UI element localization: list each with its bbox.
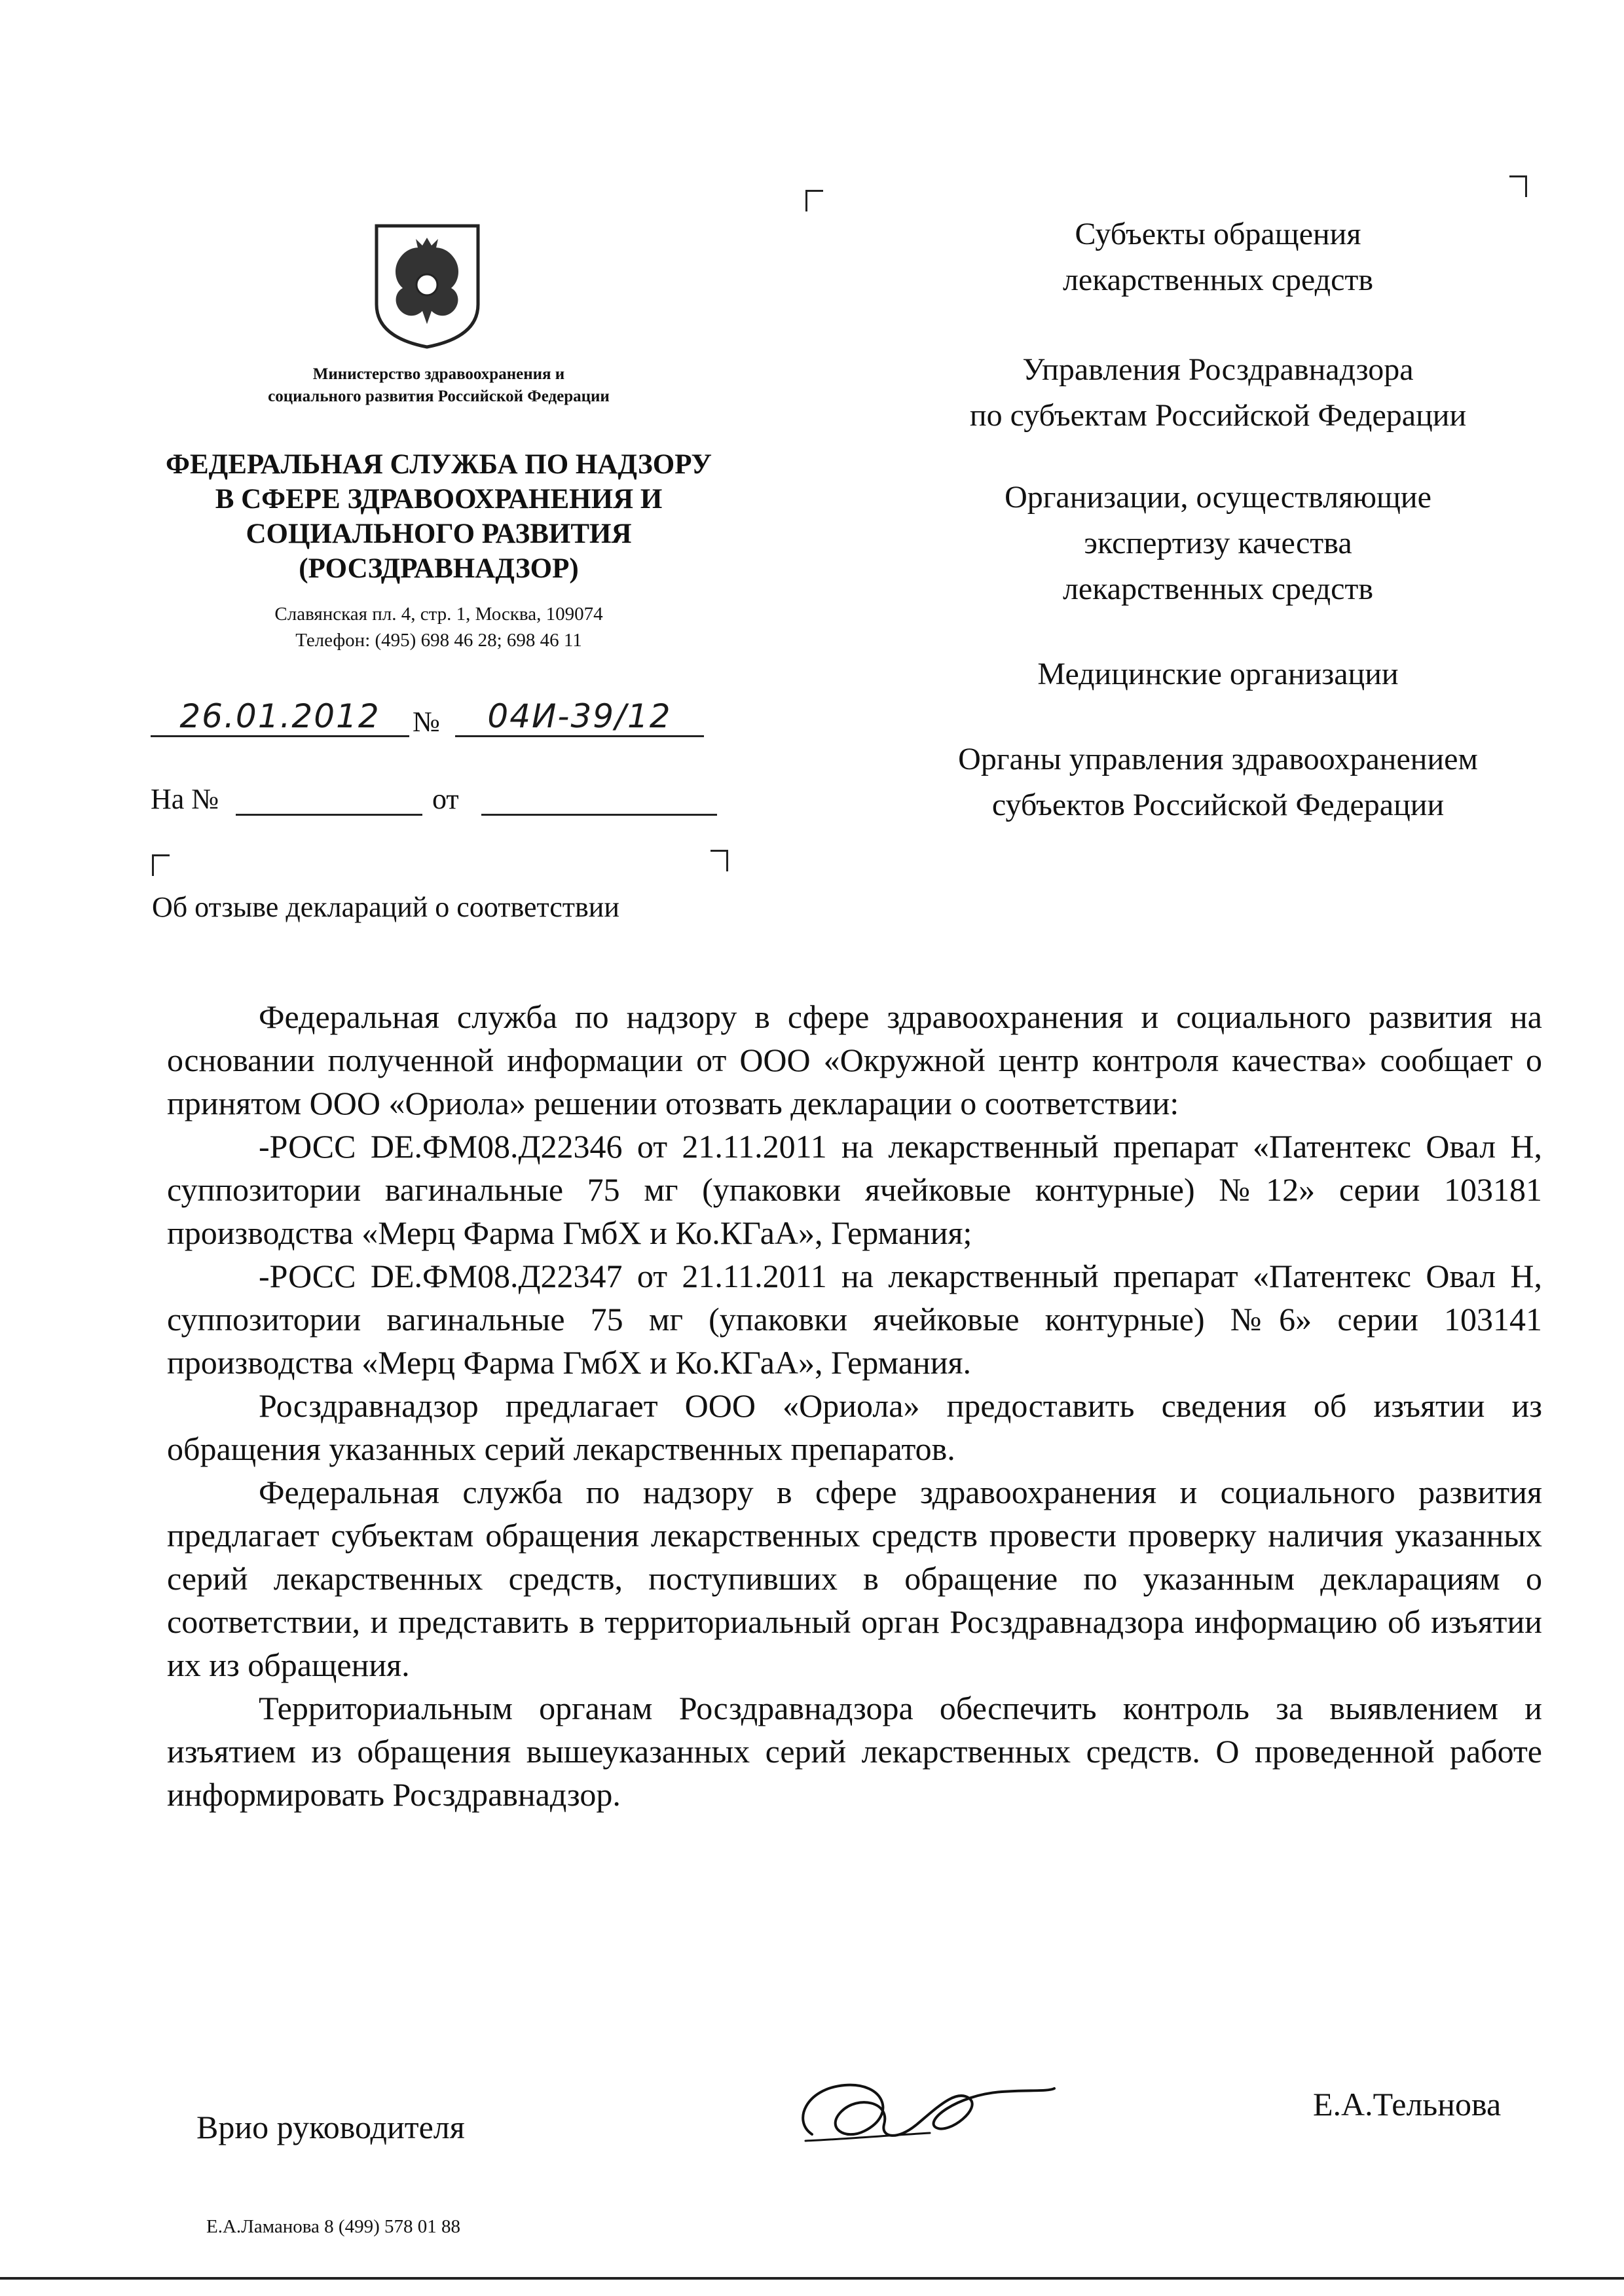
- reg-date: 26.01.2012: [151, 697, 409, 737]
- addressee-group: [877, 347, 1559, 439]
- address: Славянская пл. 4, стр. 1, Москва, 109074: [274, 604, 603, 625]
- paragraph: Федеральная служба по надзору в сфере здравоохранения и социального развития предлагает субъектам обращения лекарственных средств провести проверку наличия указанных серий лекарственных средств, поступивших в обращение по указанным декларациям о соответствии, и представить в территориальный орган Росздравнадзора информацию об изъятии их из обращения.: [167, 1474, 1542, 1683]
- addressee-line: субъектов Российской Федерации: [991, 788, 1445, 822]
- russian-coat-of-arms-icon: [370, 219, 485, 350]
- addressee-group: [877, 651, 1559, 697]
- signature-scribble-icon: [786, 2062, 1061, 2154]
- addressee-line: Управления Росздравнадзора: [1022, 352, 1414, 387]
- addressee-line: экспертизу качества: [1084, 526, 1352, 560]
- service-line: В СФЕРЕ ЗДРАВООХРАНЕНИЯ И: [215, 484, 663, 515]
- addressee-line: Субъекты обращения: [1075, 217, 1361, 251]
- signature-title: Врио руководителя: [196, 2109, 465, 2145]
- reply-line: [151, 782, 720, 822]
- paragraph: -РОСС DE.ФМ08.Д22347 от 21.11.2011 на лекарственный препарат «Патентекс Овал Н, суппозитории вагинальные 75 мг (упаковки ячейковые контурные) №6» серии 103141 производства «Мерц Фарма ГмбХ и Ко.КГаА», Германия.: [167, 1258, 1542, 1381]
- addressee-line: Органы управления здравоохранением: [958, 742, 1478, 776]
- addressee-corner-right: [1509, 175, 1527, 197]
- subject-corner-right: [710, 850, 728, 871]
- addressee-line: лекарственных средств: [1062, 263, 1374, 297]
- subject-corner-left: [152, 854, 170, 876]
- bottom-rule: [0, 2277, 1624, 2280]
- ministry-name: [157, 363, 720, 408]
- service-name: [111, 447, 766, 586]
- reply-label: На №: [151, 783, 219, 815]
- number-sign: №: [413, 706, 440, 738]
- reply-number-blank: [236, 814, 422, 816]
- paragraph: Росздравнадзор предлагает ООО «Ориола» предоставить сведения об изъятии из обращения указанных серий лекарственных препаратов.: [167, 1387, 1542, 1467]
- addressee-corner-left: [805, 190, 823, 211]
- handwritten-signature: [786, 2062, 1061, 2154]
- contact-block: [157, 601, 720, 653]
- service-line: ФЕДЕРАЛЬНАЯ СЛУЖБА ПО НАДЗОРУ: [166, 449, 712, 480]
- reply-from-label: от: [432, 783, 459, 815]
- service-line: СОЦИАЛЬНОГО РАЗВИТИЯ: [246, 519, 632, 549]
- service-line: (РОСЗДРАВНАДЗОР): [299, 553, 579, 584]
- signer-name: Е.А.Тельнова: [1313, 2086, 1502, 2123]
- addressee-line: лекарственных средств: [1062, 572, 1374, 606]
- letter-body: [0, 995, 1624, 1816]
- phone: Телефон: (495) 698 46 28; 698 46 11: [295, 630, 582, 651]
- paragraph: -РОСС DE.ФМ08.Д22346 от 21.11.2011 на лекарственный препарат «Патентекс Овал Н, суппозитории вагинальные 75 мг (упаковки ячейковые контурные) №12» серии 103181 производства «Мерц Фарма ГмбХ и Ко.КГаА», Германия;: [167, 1128, 1542, 1251]
- reg-number: 04И-39/12: [455, 697, 704, 737]
- emblem: [370, 219, 485, 350]
- subject: Об отзыве деклараций о соответствии: [152, 891, 619, 923]
- ministry-line: Министерство здравоохранения и: [312, 365, 565, 383]
- addressee-group: [877, 211, 1559, 303]
- ministry-line: социального развития Российской Федерации: [268, 388, 610, 405]
- addressee-line: по субъектам Российской Федерации: [969, 398, 1467, 433]
- addressee-line: Медицинские организации: [1037, 657, 1399, 691]
- addressee-group: [877, 737, 1559, 828]
- addressee-line: Организации, осуществляющие: [1005, 480, 1431, 515]
- paragraph: Территориальным органам Росздравнадзора обеспечить контроль за выявлением и изъятием из обращения вышеуказанных серий лекарственных средств. О проведенной работе информировать Росздравнадзор.: [167, 1690, 1542, 1813]
- reply-date-blank: [481, 814, 717, 816]
- paragraph: Федеральная служба по надзору в сфере здравоохранения и социального развития на основании полученной информации от ООО «Окружной центр контроля качества» сообщает о принятом ООО «Ориола» решении отозвать декларации о соответствии:: [167, 998, 1542, 1121]
- addressee-group: [877, 475, 1559, 612]
- registration-line: [151, 697, 707, 750]
- executor-contact: Е.А.Ламанова 8 (499) 578 01 88: [206, 2216, 460, 2237]
